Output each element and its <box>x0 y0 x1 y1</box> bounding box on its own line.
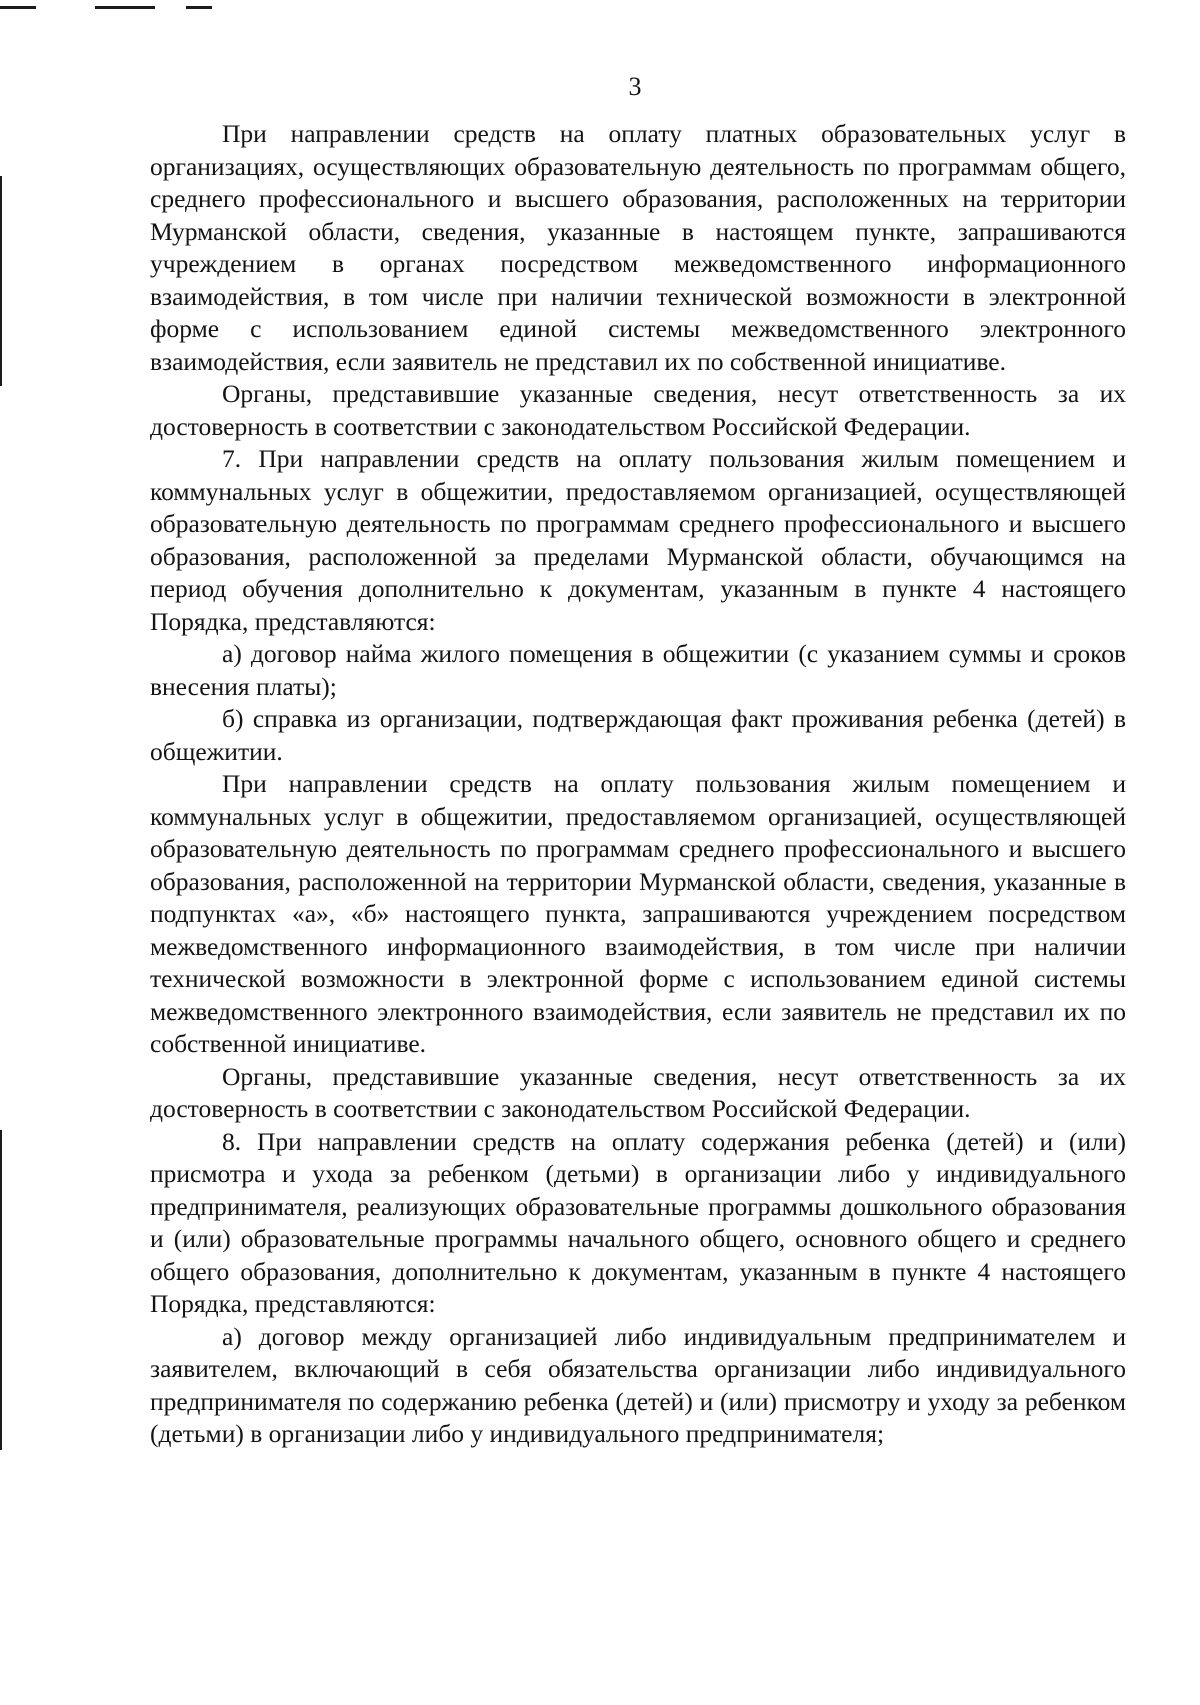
paragraph-item-8-a: а) договор между организацией либо индивидуальным предпринимателем и заявителем, включающий в себя обязательства организации либо индивидуального предпринимателя по содержанию ребенка (детей) и (или) присмотру и уходу за ребенком (детьми) в организации либо у индивидуального предпринимателя; <box>150 1321 1126 1448</box>
scan-edge-mark-top <box>95 6 155 9</box>
scan-edge-mark-top-left <box>0 6 36 9</box>
document-body <box>150 118 1126 1451</box>
paragraph-item-7: 7. При направлении средств на оплату пользования жилым помещением и коммунальных услуг в общежитии, предоставляемом организацией, осуществляющей образовательную деятельность по программам среднего профессионального и высшего образования, расположенной за пределами Мурманской области, обучающимся на период обучения дополнительно к документам, указанным в пункте 4 настоящего Порядка, представляются: <box>150 444 1126 636</box>
paragraph-responsibility-2: Органы, представившие указанные сведения, несут ответственность за их достоверность в соответствии с законодательством Российской Федерации. <box>150 1061 1126 1123</box>
paragraph-dormitory-murmansk: При направлении средств на оплату пользования жилым помещением и коммунальных услуг в общежитии, предоставляемом организацией, осуществляющей образовательную деятельность по программам среднего профессионального и высшего образования, расположенной на территории Мурманской области, сведения, указанные в подпунктах «а», «б» настоящего пункта, запрашиваются учреждением посредством межведомственного информационного взаимодействия, в том числе при наличии технической возможности в электронной форме с использованием единой системы межведомственного электронного взаимодействия, если заявитель не представил их по собственной инициативе. <box>150 769 1126 1058</box>
paragraph-item-7-b: б) справка из организации, подтверждающая факт проживания ребенка (детей) в общежитии. <box>150 704 1126 766</box>
paragraph-responsibility-1: Органы, представившие указанные сведения, несут ответственность за их достоверность в соответствии с законодательством Российской Федерации. <box>150 379 1126 441</box>
paragraph-item-7-a: а) договор найма жилого помещения в общежитии (с указанием суммы и сроков внесения платы); <box>150 639 1126 701</box>
page-number: 3 <box>628 72 642 101</box>
scan-edge-mark-top-short <box>186 6 212 9</box>
scan-edge-mark-left-lower <box>0 1130 2 1450</box>
paragraph-item-8: 8. При направлении средств на оплату содержания ребенка (детей) и (или) присмотра и ухода за ребенком (детьми) в организации либо у индивидуального предпринимателя, реализующих образовательные программы дошкольного образования и (или) образовательные программы начального общего, основного общего и среднего общего образования, дополнительно к документам, указанным в пункте 4 настоящего Порядка, представляются: <box>150 1126 1126 1318</box>
scan-edge-mark-left-upper <box>0 176 2 386</box>
paragraph-paid-education-services: При направлении средств на оплату платных образовательных услуг в организациях, осуществляющих образовательную деятельность по программам общего, среднего профессионального и высшего образования, расположенных на территории Мурманской области, сведения, указанные в настоящем пункте, запрашиваются учреждением в органах посредством межведомственного информационного взаимодействия, в том числе при наличии технической возможности в электронной форме с использованием единой системы межведомственного электронного взаимодействия, если заявитель не представил их по собственной инициативе. <box>150 119 1126 376</box>
